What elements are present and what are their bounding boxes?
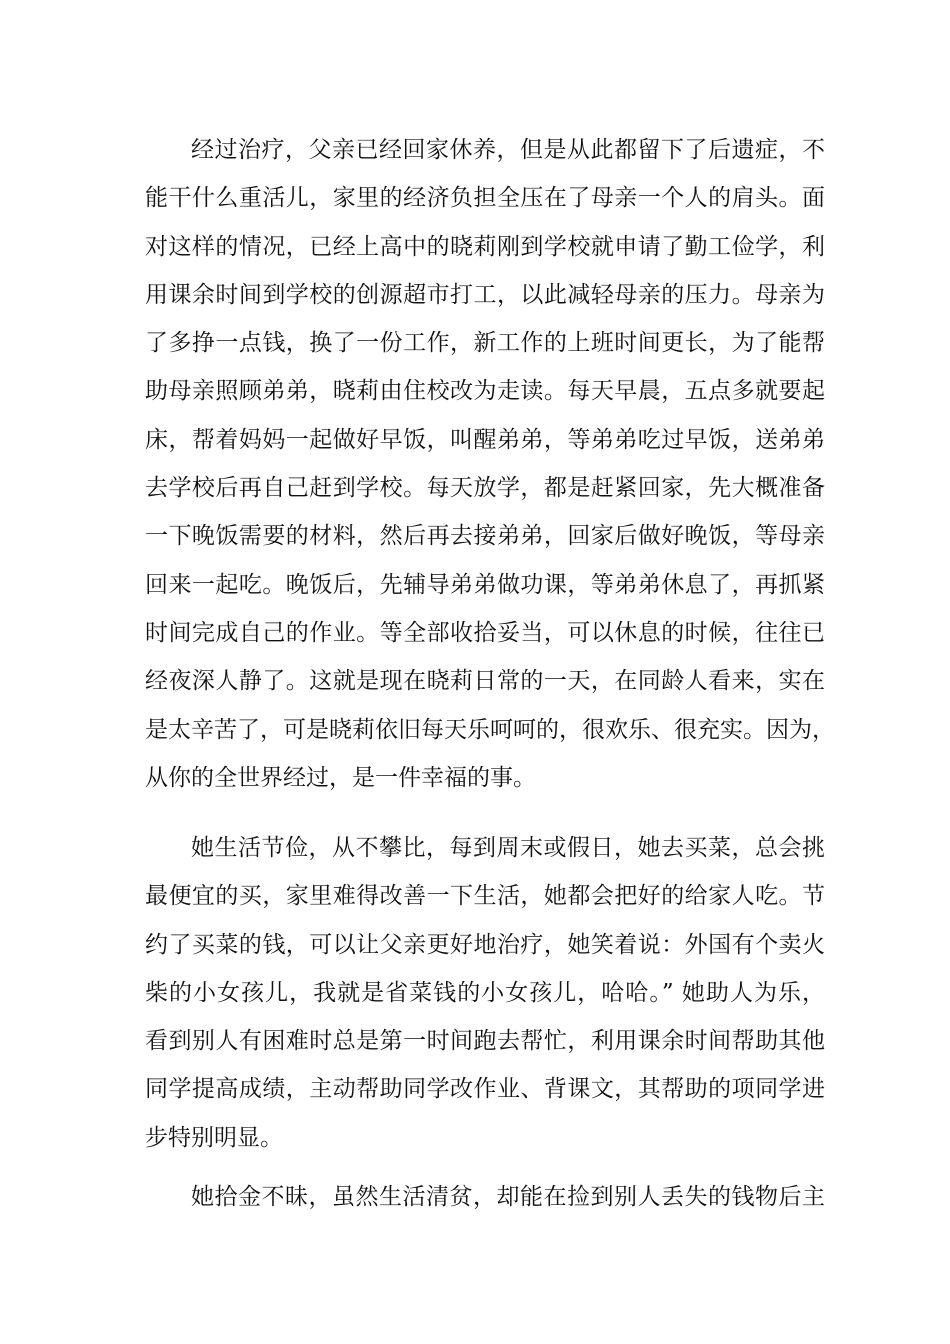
paragraph-3 xyxy=(145,1173,825,1221)
text-line: 从你的全世界经过，是一件幸福的事。 xyxy=(145,764,536,791)
text-line: 看到别人有困难时总是第一时间跑去帮忙，利用课余时间帮助其他 xyxy=(145,1028,825,1055)
text-line: 同学提高成绩，主动帮助同学改作业、背课文，其帮助的项同学进 xyxy=(145,1076,825,1103)
text-line: 柴的小女孩儿，我就是省菜钱的小女孩儿，哈哈。” 她助人为乐， xyxy=(145,979,825,1006)
text-line: 她生活节俭，从不攀比，每到周末或假日，她去买菜，总会挑 xyxy=(191,835,825,861)
paragraph-1 xyxy=(145,126,835,802)
text-line: 经过治疗，父亲已经回家休养，但是从此都留下了后遗症，不 xyxy=(191,137,825,163)
text-line: 助母亲照顾弟弟，晓莉由住校改为走读。每天早晨，五点多就要起 xyxy=(145,378,825,405)
text-line: 去学校后再自己赶到学校。每天放学，都是赶紧回家，先大概准备 xyxy=(145,475,825,502)
paragraph-2 xyxy=(145,824,825,1162)
text-line: 一下晚饭需要的材料，然后再去接弟弟，回家后做好晚饭，等母亲 xyxy=(145,523,825,550)
text-line: 了多挣一点钱，换了一份工作，新工作的上班时间更长，为了能帮 xyxy=(145,330,825,357)
text-line: 是太辛苦了，可是晓莉依旧每天乐呵呵的，很欢乐、很充实。因为， xyxy=(145,716,835,743)
text-line: 用课余时间到学校的创源超市打工，以此减轻母亲的压力。母亲为 xyxy=(145,281,825,308)
text-line: 时间完成自己的作业。等全部收拾妥当，可以休息的时候，往往已 xyxy=(145,619,825,646)
text-line: 经夜深人静了。这就是现在晓莉日常的一天，在同龄人看来，实在 xyxy=(145,668,825,695)
text-line: 最便宜的买，家里难得改善一下生活，她都会把好的给家人吃。节 xyxy=(145,883,825,910)
text-line: 能干什么重活儿，家里的经济负担全压在了母亲一个人的肩头。面 xyxy=(145,185,825,212)
text-line: 回来一起吃。晚饭后，先辅导弟弟做功课，等弟弟休息了，再抓紧 xyxy=(145,571,825,598)
text-line: 她拾金不昧，虽然生活清贫，却能在捡到别人丢失的钱物后主 xyxy=(191,1184,825,1210)
text-line: 步特别明显。 xyxy=(145,1124,283,1151)
text-line: 对这样的情况，已经上高中的晓莉刚到学校就申请了勤工俭学，利 xyxy=(145,233,825,260)
text-line: 约了买菜的钱，可以让父亲更好地治疗，她笑着说：外国有个卖火 xyxy=(145,931,825,958)
text-line: 床，帮着妈妈一起做好早饭，叫醒弟弟，等弟弟吃过早饭，送弟弟 xyxy=(145,426,825,453)
